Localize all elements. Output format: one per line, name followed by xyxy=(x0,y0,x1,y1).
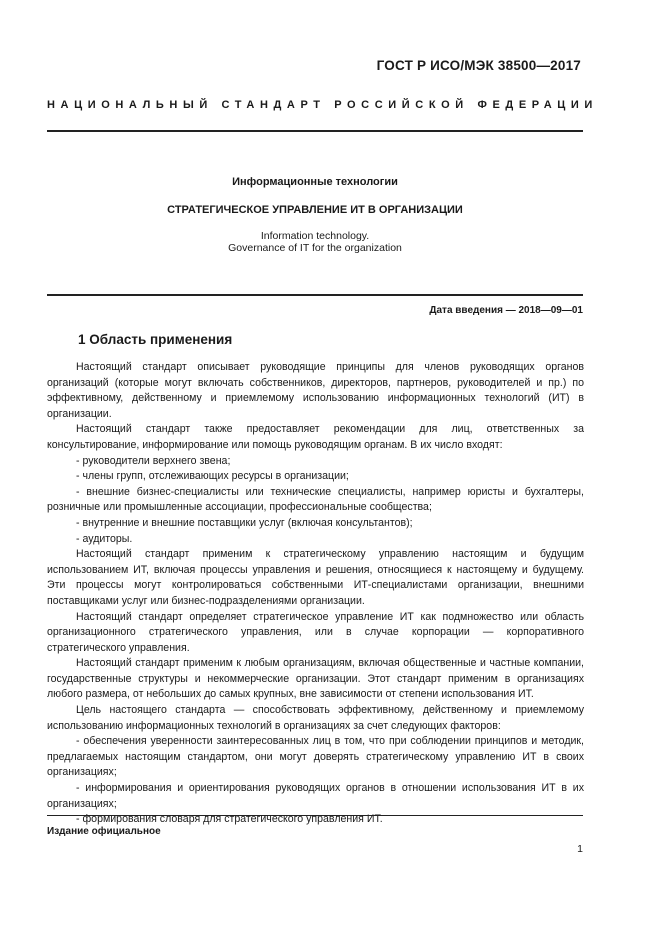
title-en-line-2: Governance of IT for the organization xyxy=(228,242,402,254)
list-item: - руководители верхнего звена; xyxy=(76,454,231,467)
paragraph: Настоящий стандарт описывает руководящие принципы для членов руководящих органов организаций (которые могут включать собственников, директоров, партнеров, руководителей и пр.) по эффективному, действенному и приемлемому использованию информационных технологий (ИТ) в организации. xyxy=(47,361,584,420)
paragraph: Цель настоящего стандарта — способствовать эффективному, действенному и приемлемому использованию информационных технологий в организациях за счет следующих факторов: xyxy=(47,704,584,732)
list-item: - внешние бизнес-специалисты или технические специалисты, например юристы и бухгалтеры, розничные или промышленные ассоциации, профессиональные сообщества; xyxy=(47,485,584,514)
list-item: - обеспечения уверенности заинтересованных лиц в том, что при соблюдении принципов и методик, предлагаемых настоящим стандартом, они могут доверять стратегическому управлению ИТ в своих организациях; xyxy=(47,735,584,779)
document-subject: Информационные технологии xyxy=(232,176,398,188)
national-standard-banner: НАЦИОНАЛЬНЫЙ СТАНДАРТ РОССИЙСКОЙ ФЕДЕРАЦИИ xyxy=(47,99,598,111)
footer-divider xyxy=(47,815,583,816)
list-item: - внутренние и внешние поставщики услуг (включая консультантов); xyxy=(76,516,413,529)
header-divider xyxy=(47,130,583,132)
document-title-en xyxy=(47,230,583,254)
list-item: - формирования словаря для стратегического управления ИТ. xyxy=(76,813,383,826)
section-body xyxy=(47,360,584,828)
section-heading: 1 Область применения xyxy=(78,332,233,347)
page-number: 1 xyxy=(577,843,583,855)
paragraph: Настоящий стандарт определяет стратегическое управление ИТ как подмножество или область организационного стратегического управления, или в случае корпорации — корпоративного стратегического управления. xyxy=(47,610,584,654)
title-en-line-1: Information technology. xyxy=(260,230,370,242)
list-item: - информирования и ориентирования руководящих органов в отношении использования ИТ в их организациях; xyxy=(47,782,584,810)
list-item: - члены групп, отслеживающих ресурсы в организации; xyxy=(76,470,349,483)
introduction-date: Дата введения — 2018—09—01 xyxy=(429,305,583,316)
paragraph: Настоящий стандарт применим к стратегическому управлению настоящим и будущим использованием ИТ, включая процессы управления и решения, относящиеся к настоящему и будущему. Эти процессы могут контролироваться собственными ИТ-специалистами организации, внешними поставщиками услуг или бизнес-подразделениями организации. xyxy=(47,548,584,607)
standard-id: ГОСТ Р ИСО/МЭК 38500—2017 xyxy=(376,58,581,73)
title-divider xyxy=(47,294,583,296)
document-title-ru: СТРАТЕГИЧЕСКОЕ УПРАВЛЕНИЕ ИТ В ОРГАНИЗАЦИИ xyxy=(167,204,463,216)
paragraph: Настоящий стандарт применим к любым организациям, включая общественные и частные компании, государственные структуры и некоммерческие организации. Этот стандарт применим в организациях любого размера, от небольших до самых крупных, вне зависимости от степени использования ИТ. xyxy=(47,657,584,701)
paragraph: Настоящий стандарт также предоставляет рекомендации для лиц, ответственных за консультирование, информирование или помощь руководящим органам. В их число входят: xyxy=(47,423,584,451)
edition-label: Издание официальное xyxy=(47,826,161,837)
list-item: - аудиторы. xyxy=(76,532,133,545)
